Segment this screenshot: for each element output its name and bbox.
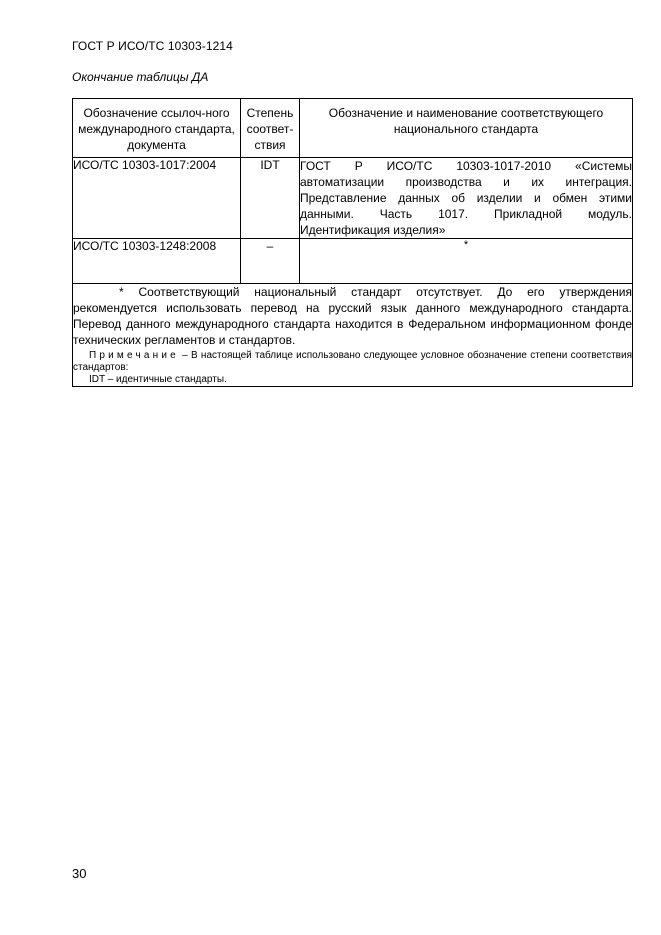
table-row [73, 239, 633, 284]
header-international-standard: Обозначение ссылоч-ного международного стандарта, документа [73, 99, 241, 158]
table-row [73, 158, 633, 239]
footnote-text: * Соответствующий национальный стандарт отсутствует. До его утверждения рекомендуется использовать перевод на русский язык данного международного стандарта. Перевод данного международного стандарта находится в Федеральном информационном фонде технических регламентов и стандартов. [73, 285, 632, 347]
note-label: Примечание [89, 350, 179, 361]
note-item: IDT – идентичные стандарты. [89, 374, 227, 385]
international-standard-code: ИСО/ТС 10303-1017:2004 [73, 158, 241, 239]
header-national-standard: Обозначение и наименование соответствующего национального стандарта [300, 99, 633, 158]
degree-of-correspondence: IDT [241, 158, 300, 239]
page-number: 30 [72, 866, 87, 881]
table-footnote-row [73, 284, 633, 387]
national-standard-name: ГОСТ Р ИСО/ТС 10303-1017-2010 «Системы автоматизации производства и их интеграция. Представление данных об изделии и обмен этими данными. Часть 1017. Прикладной модуль. Идентификация изделия» [300, 159, 632, 237]
table-header-row [73, 99, 633, 158]
correspondence-table [72, 98, 633, 387]
document-code-header: ГОСТ Р ИСО/ТС 10303-1214 [72, 39, 233, 53]
table-caption: Окончание таблицы ДА [72, 70, 209, 84]
note-text: – В настоящей таблице использовано следующее условное обозначение степени соответствия стандартов: [73, 350, 632, 373]
dash-mark: – [266, 239, 274, 253]
footnote-cell [73, 284, 633, 387]
note-paragraph [73, 350, 632, 374]
international-standard-code: ИСО/ТС 10303-1248:2008 [73, 239, 241, 284]
national-standard-footnote-mark: * [300, 239, 633, 284]
degree-of-correspondence [241, 239, 300, 284]
header-degree: Степень соответ-ствия [241, 99, 300, 158]
